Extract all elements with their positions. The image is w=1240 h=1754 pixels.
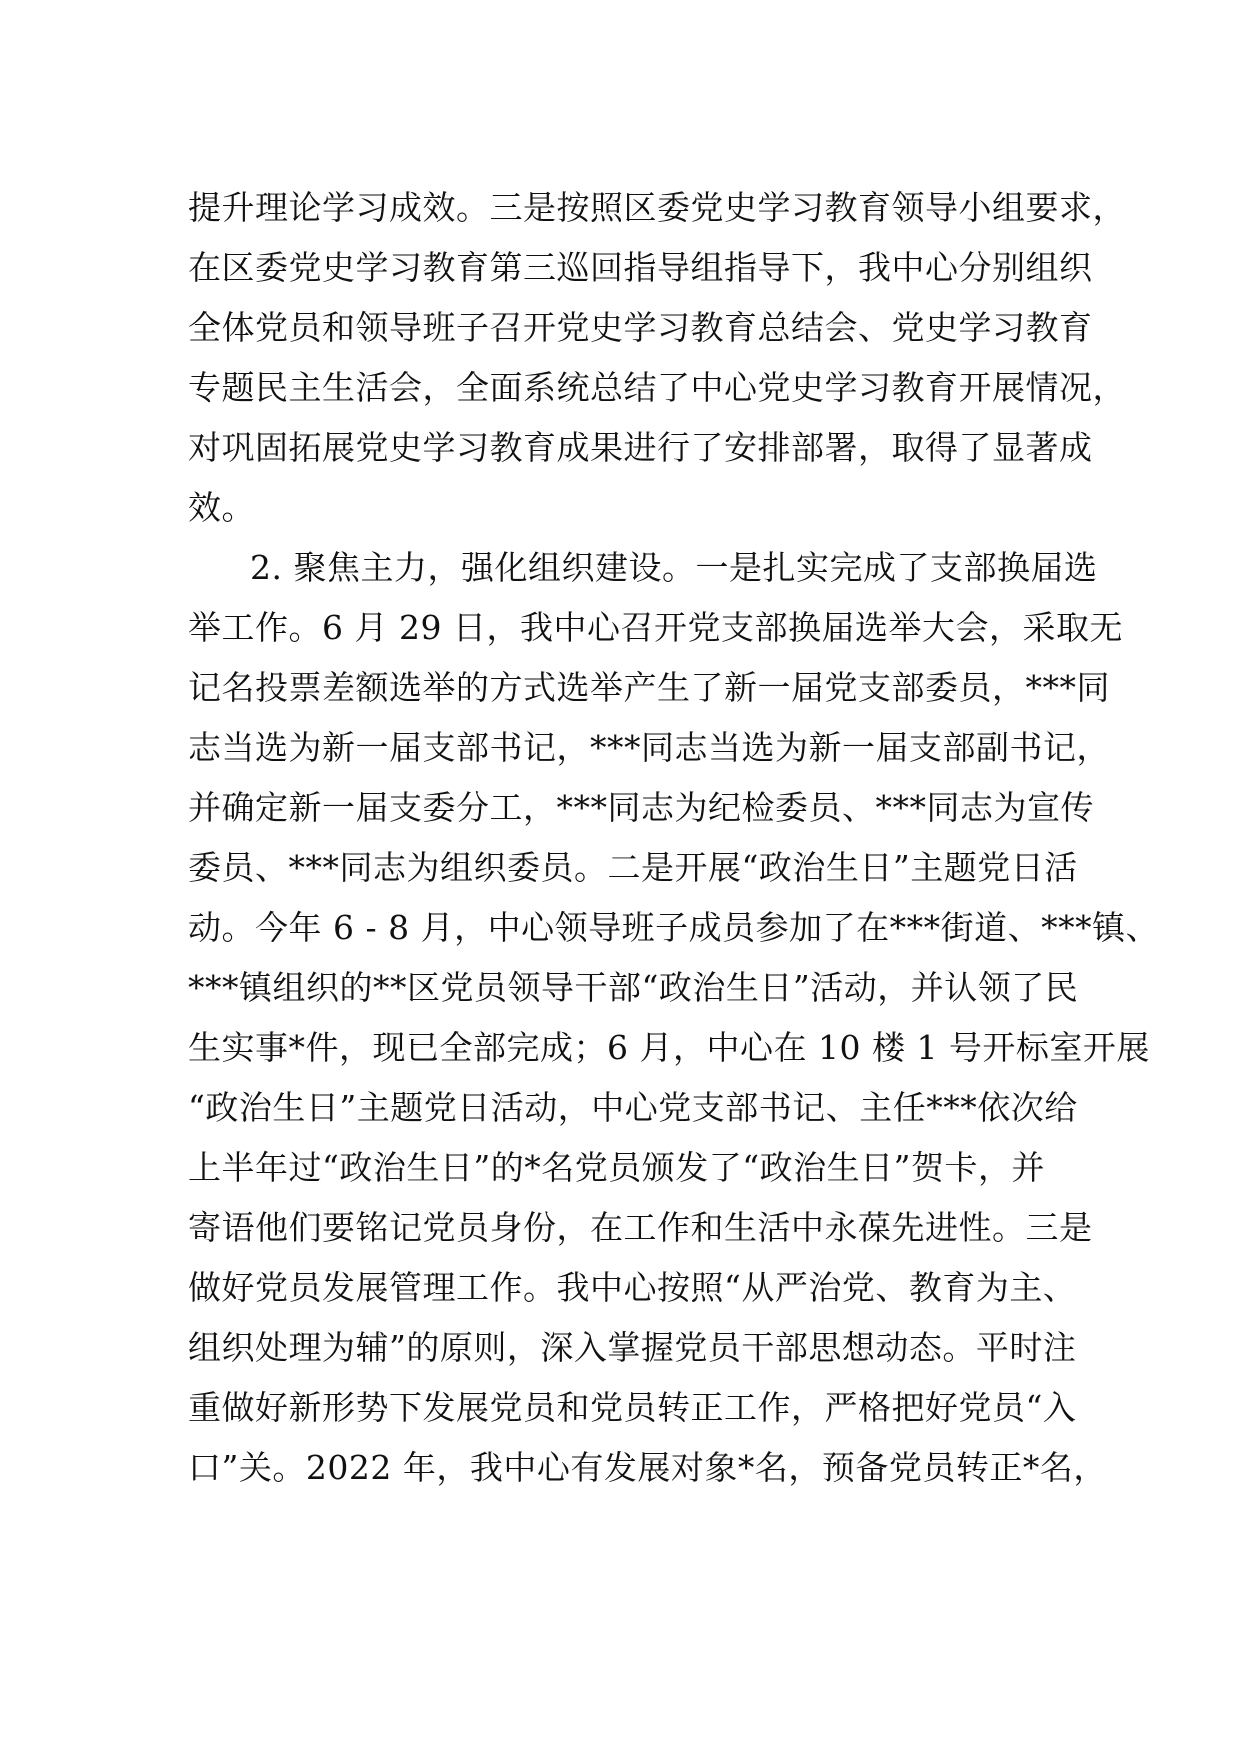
text-line: 对巩固拓展党史学习教育成果进行了安排部署，取得了显著成 (188, 428, 1093, 467)
text-line: 并确定新一届支委分工，***同志为纪检委员、***同志为宣传 (188, 788, 1094, 827)
text-line: 口”关。2022 年，我中心有发展对象*名，预备党员转正*名， (188, 1448, 1107, 1487)
text-line: 举工作。6 月 29 日，我中心召开党支部换届选举大会，采取无 (188, 608, 1123, 647)
text-line: 委员、***同志为组织委员。二是开展“政治生日”主题党日活 (188, 848, 1078, 887)
text-line: 重做好新形势下发展党员和党员转正工作，严格把好党员“入 (188, 1388, 1077, 1427)
text-line: 全体党员和领导班子召开党史学习教育总结会、党史学习教育 (188, 308, 1093, 347)
paragraph-heading-line: 2. 聚焦主力，强化组织建设。一是扎实完成了支部换届选 (250, 548, 1098, 587)
text-line: ***镇组织的**区党员领导干部“政治生日”活动，并认领了民 (188, 968, 1079, 1007)
text-line: 效。 (188, 488, 255, 527)
text-line: 上半年过“政治生日”的*名党员颁发了“政治生日”贺卡，并 (188, 1148, 1045, 1187)
text-line: 记名投票差额选举的方式选举产生了新一届党支部委员，***同 (188, 668, 1110, 707)
text-line: 做好党员发展管理工作。我中心按照“从严治党、教育为主、 (188, 1268, 1077, 1307)
text-line: 志当选为新一届支部书记，***同志当选为新一届支部副书记， (188, 728, 1110, 767)
text-line: 生实事*件，现已全部完成；6 月，中心在 10 楼 1 号开标室开展 (188, 1028, 1150, 1067)
text-line: “政治生日”主题党日活动，中心党支部书记、主任***依次给 (188, 1088, 1078, 1127)
text-line: 专题民主生活会，全面系统总结了中心党史学习教育开展情况， (188, 368, 1126, 407)
text-line: 组织处理为辅”的原则，深入掌握党员干部思想动态。平时注 (188, 1328, 1077, 1367)
text-line: 动。今年 6 - 8 月，中心领导班子成员参加了在***街道、***镇、 (188, 908, 1160, 947)
text-line: 提升理论学习成效。三是按照区委党史学习教育领导小组要求， (188, 188, 1126, 227)
text-line: 在区委党史学习教育第三巡回指导组指导下，我中心分别组织 (188, 248, 1093, 287)
text-line: 寄语他们要铭记党员身份，在工作和生活中永葆先进性。三是 (188, 1208, 1093, 1247)
